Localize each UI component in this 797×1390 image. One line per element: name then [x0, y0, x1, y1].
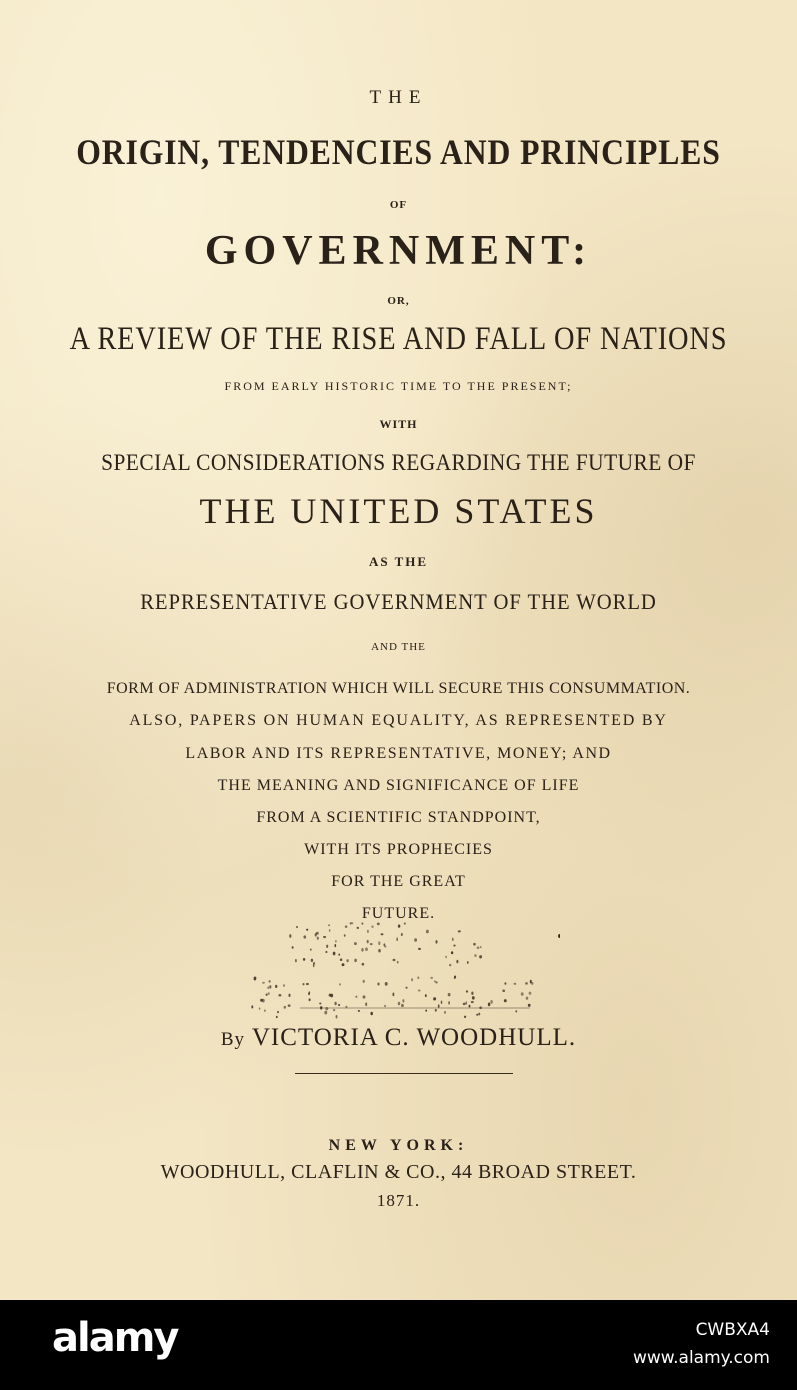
watermark-image-id: CWBXA4 [695, 1320, 770, 1340]
author-name: VICTORIA C. WOODHULL. [251, 1024, 577, 1051]
subtitle-future: FUTURE. [361, 905, 436, 922]
title-the: THE [369, 87, 428, 108]
subtitle-from-time: FROM EARLY HISTORIC TIME TO THE PRESENT; [224, 379, 573, 393]
subtitle-united-states: THE UNITED STATES [199, 491, 598, 531]
subtitle-with: WITH [379, 417, 418, 431]
title-government: GOVERNMENT: [204, 228, 593, 274]
imprint-city: NEW YORK: [328, 1137, 469, 1154]
imprint-year: 1871. [376, 1191, 421, 1210]
subtitle-meaning: THE MEANING AND SIGNIFICANCE OF LIFE [217, 777, 580, 794]
watermark-url: www.alamy.com [632, 1348, 770, 1368]
ornament-icon [240, 918, 560, 1028]
title-of: OF [389, 199, 408, 211]
subtitle-and-the: AND THE [371, 641, 426, 653]
subtitle-review: A REVIEW OF THE RISE AND FALL OF NATIONS [69, 321, 728, 357]
author-line [0, 1025, 797, 1050]
subtitle-also: ALSO, PAPERS ON HUMAN EQUALITY, AS REPRESENTED BY [129, 712, 668, 729]
subtitle-form: FORM OF ADMINISTRATION WHICH WILL SECURE THIS CONSUMMATION. [106, 680, 691, 697]
title-or: OR, [387, 295, 410, 307]
subtitle-great: FOR THE GREAT [331, 873, 466, 890]
subtitle-as-the: AS THE [368, 554, 429, 569]
author-by: By [220, 1029, 246, 1050]
imprint-publisher: WOODHULL, CLAFLIN & CO., 44 BROAD STREET. [160, 1161, 637, 1183]
subtitle-representative: REPRESENTATIVE GOVERNMENT OF THE WORLD [140, 589, 657, 614]
watermark-logo: alamy [52, 1315, 178, 1361]
divider-rule [295, 1073, 513, 1074]
main-title: ORIGIN, TENDENCIES AND PRINCIPLES [76, 132, 721, 172]
subtitle-special: SPECIAL CONSIDERATIONS REGARDING THE FUTURE OF [101, 450, 696, 475]
subtitle-scientific: FROM A SCIENTIFIC STANDPOINT, [256, 809, 541, 826]
subtitle-prophecies: WITH ITS PROPHECIES [304, 841, 493, 858]
subtitle-labor: LABOR AND ITS REPRESENTATIVE, MONEY; AND [185, 745, 612, 762]
